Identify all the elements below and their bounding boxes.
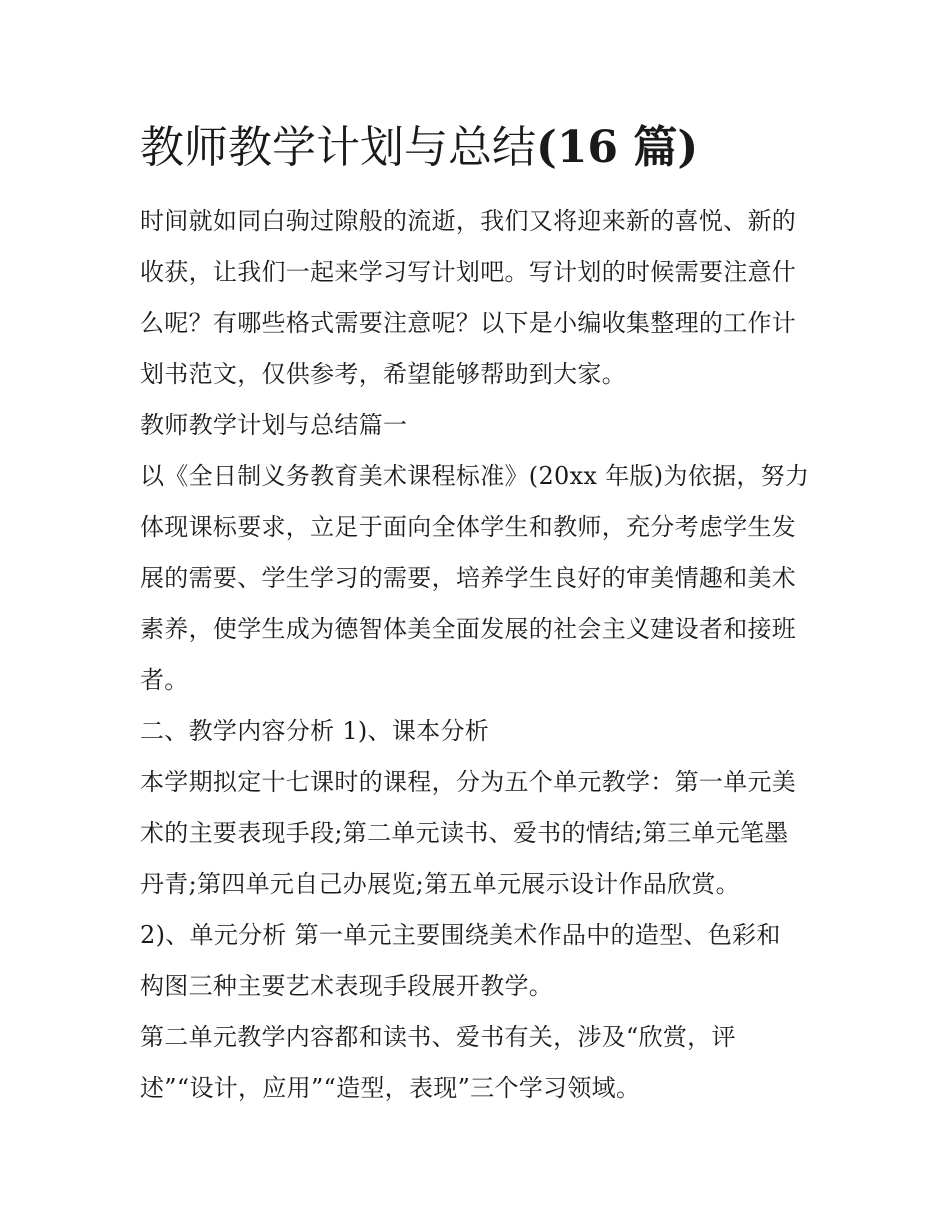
- paragraph-line-6: 本学期拟定十七课时的课程，分为五个单元教学：第一单元美: [140, 768, 797, 796]
- title-suffix: (16 篇): [536, 122, 699, 173]
- section-heading-1: 教师教学计划与总结篇一: [140, 411, 408, 439]
- paragraph-line-9: 2)、单元分析 第一单元主要围绕美术作品中的造型、色彩和: [140, 921, 781, 949]
- paragraph-line-11: 第二单元教学内容都和读书、爱书有关，涉及“欣赏，评: [140, 1023, 736, 1051]
- paragraph-line-2: 体现课标要求，立足于面向全体学生和教师，充分考虑学生发: [140, 513, 797, 541]
- intro-line-1: 时间就如同白驹过隙般的流逝，我们又将迎来新的喜悦、新的: [140, 207, 797, 235]
- intro-line-2: 收获，让我们一起来学习写计划吧。写计划的时候需要注意什: [140, 258, 797, 286]
- paragraph-line-4: 素养，使学生成为德智体美全面发展的社会主义建设者和接班: [140, 615, 797, 643]
- document-title: [140, 118, 840, 178]
- intro-line-4: 划书范文，仅供参考，希望能够帮助到大家。: [140, 360, 626, 388]
- paragraph-line-8: 丹青;第四单元自己办展览;第五单元展示设计作品欣赏。: [140, 870, 740, 898]
- paragraph-line-12: 述”“设计，应用”“造型，表现”三个学习领域。: [140, 1074, 641, 1102]
- intro-line-3: 么呢？有哪些格式需要注意呢？以下是小编收集整理的工作计: [140, 309, 797, 337]
- subheading-content-analysis: 二、教学内容分析 1)、课本分析: [140, 717, 490, 745]
- paragraph-line-1: 以《全日制义务教育美术课程标准》(20xx 年版)为依据，努力: [140, 462, 810, 490]
- title-main: 教师教学计划与总结: [140, 122, 536, 173]
- paragraph-line-3: 展的需要、学生学习的需要，培养学生良好的审美情趣和美术: [140, 564, 797, 592]
- paragraph-line-10: 构图三种主要艺术表现手段展开教学。: [140, 972, 554, 1000]
- paragraph-line-7: 术的主要表现手段;第二单元读书、爱书的情结;第三单元笔墨: [140, 819, 789, 847]
- paragraph-line-5: 者。: [140, 666, 189, 694]
